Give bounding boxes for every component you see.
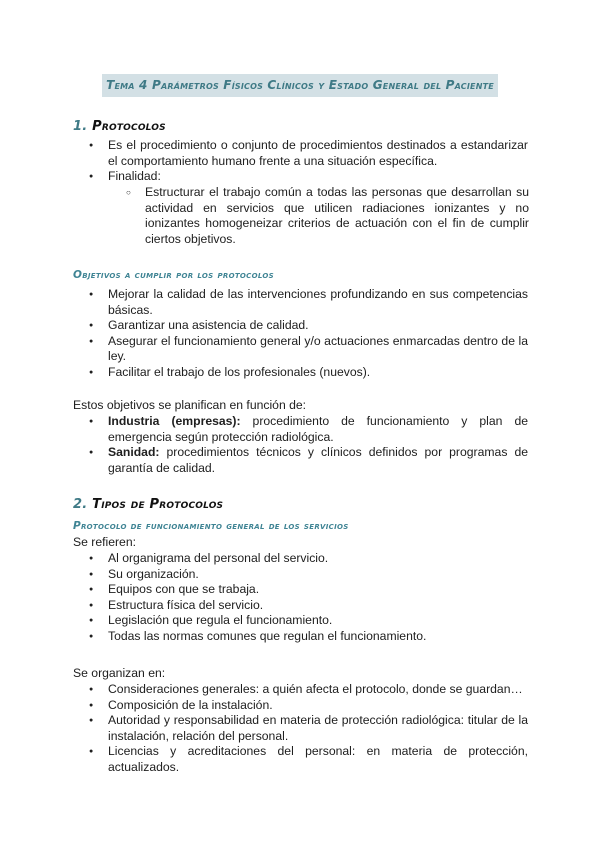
sub-list-item: ○ Estructurar el trabajo común a todas las personas que desarrollan su actividad en servicios que utilicen radiaciones ionizantes y no ionizantes homogeneizar criterios de actuación con el fin de cumplir ciertos objetivos.: [109, 185, 529, 247]
list-item: ● Es el procedimiento o conjunto de procedimientos destinados a estandarizar el comportamiento humano frente a una situación específica.: [73, 138, 528, 169]
section-2-subheading: Protocolo de funcionamiento general de los servicios: [73, 520, 349, 532]
refieren-list: [73, 551, 528, 645]
list-item: ● Asegurar el funcionamiento general y/o actuaciones enmarcadas dentro de la ley.: [73, 334, 528, 365]
objetivos-heading: Objetivos a cumplir por los protocolos: [73, 269, 274, 281]
item-label: Sanidad:: [108, 445, 160, 460]
section-2-heading: [73, 497, 223, 513]
list-item: ● Finalidad:: [73, 169, 528, 185]
list-item: ● Equipos con que se trabaja.: [73, 582, 528, 598]
item-text: procedimientos técnicos y clínicos definidos por programas de garantía de calidad.: [108, 445, 528, 475]
list-item: ● Al organigrama del personal del servicio.: [73, 551, 528, 567]
section-2-title: Tipos de Protocolos: [92, 497, 224, 512]
list-item: ● Facilitar el trabajo de los profesionales (nuevos).: [73, 365, 528, 381]
list-item: ● Todas las normas comunes que regulan el funcionamiento.: [73, 629, 528, 645]
list-item: [73, 445, 528, 476]
list-item: ● Garantizar una asistencia de calidad.: [73, 318, 528, 334]
organizan-list: [73, 682, 528, 776]
item-text: procedimiento de funcionamiento y plan de emergencia según protección radiológica.: [108, 414, 528, 444]
list-item: ● Mejorar la calidad de las intervenciones profundizando en sus competencias básicas.: [73, 287, 528, 318]
list-item: ● Legislación que regula el funcionamiento.: [73, 613, 528, 629]
item-label: Industria (empresas):: [108, 414, 241, 428]
section-2-number: 2.: [73, 497, 88, 512]
list-item: ● Consideraciones generales: a quién afecta el protocolo, donde se guardan…: [73, 682, 528, 698]
list-item: ● Estructura física del servicio.: [73, 598, 528, 614]
document-title: Tema 4 Parámetros Físicos Clínicos y Estado General del Paciente: [102, 74, 498, 97]
protocol-definition-list: [73, 138, 528, 185]
list-item: ● Licencias y acreditaciones del personal: en materia de protección, actualizados.: [73, 744, 528, 775]
organizan-intro: Se organizan en:: [73, 666, 166, 680]
list-item: ● Su organización.: [73, 567, 528, 583]
refieren-intro: Se refieren:: [73, 535, 137, 549]
finalidad-sublist: [109, 185, 529, 247]
section-1-heading: [73, 119, 166, 135]
list-item: ● Composición de la instalación.: [73, 698, 528, 714]
objetivos-list: [73, 287, 528, 381]
list-item: ● Autoridad y responsabilidad en materia de protección radiológica: titular de la instalación, relación del personal.: [73, 713, 528, 744]
section-1-number: 1.: [73, 119, 88, 134]
objetivos-intro: Estos objetivos se planifican en función de:: [73, 398, 307, 412]
section-1-title: Protocolos: [92, 119, 166, 134]
funcion-list: [73, 414, 528, 476]
list-item: [73, 414, 528, 445]
